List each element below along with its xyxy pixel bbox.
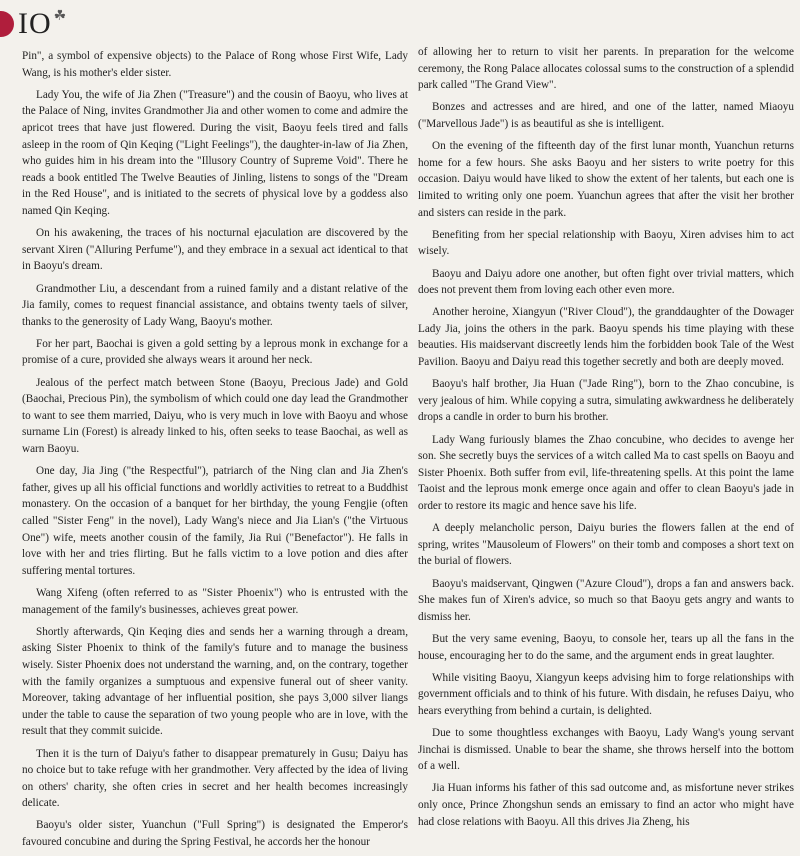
left-column [22,48,408,856]
paragraph: Baoyu's older sister, Yuanchun ("Full Spring") is designated the Emperor's favoured concubine and during the Spring Festival, he accords her the honour [22,819,408,849]
paragraph: Jia Huan informs his father of this sad outcome and, as misfortune never strikes only once, Prince Zhongshun sends an emissary to find an actor who might have had close relations with Baoyu. All this drives Jia Zheng, his [418,782,794,828]
paragraph: Lady You, the wife of Jia Zhen ("Treasure") and the cousin of Baoyu, who lives at the Palace of Ning, invites Grandmother Jia and other women to come and admire the apricot trees that have just flowered. During the visit, Baoyu feels tired and falls asleep in the room of Qin Keqing ("Light Feelings"), the daughter-in-law of Jia Zhen, who guides him in his dream into the "Illusory Country of Supreme Void". There he reads a book entitled The Twelve Beauties of Jinling, listens to songs of the "Dream in the Red House", and is initiated to the secrets of physical love by a goddess also named Qin Keqing. [22,88,408,217]
paragraph: A deeply melancholic person, Daiyu buries the flowers fallen at the end of spring, writes "Mausoleum of Flowers" on their tomb and composes a short text on the burial of flowers. [418,522,794,568]
paragraph: Then it is the turn of Daiyu's father to disappear prematurely in Gusu; Daiyu has no choice but to take refuge with her grandmother. Very affected by the idea of living on others' charity, she often cries in secret and her health becomes increasingly delicate. [22,747,408,810]
page-marker-icon [0,11,14,37]
paragraph: Baoyu and Daiyu adore one another, but often fight over trivial matters, which does not prevent them from loving each other even more. [418,267,794,297]
ornament-icon: ☘ [53,9,68,24]
paragraph: Wang Xifeng (often referred to as "Sister Phoenix") who is entrusted with the management of the family's businesses, achieves great power. [22,586,408,616]
paragraph: Another heroine, Xiangyun ("River Cloud"), the granddaughter of the Dowager Lady Jia, joins the others in the park. Baoyu spends his time playing with these beauties. His maidservant discreetly lends him the forbidden book Tale of the West Pavilion. Baoyu and Daiyu read this together secretly and both are deeply moved. [418,306,794,369]
page-number [0,4,67,44]
paragraph: One day, Jia Jing ("the Respectful"), patriarch of the Ning clan and Jia Zhen's father, gives up all his official functions and worldly activities to retreat to a Buddhist monastery. On the occasion of a banquet for her birthday, the young Fengjie (often called "Sister Feng" in the novel), Lady Wang's niece and Jia Lian's ("the Virtuous One") wife, meets another cousin of the family, Jia Rui ("Benefactor"). He falls in love with her and tries flirting. But he falls victim to a love potion and dies after suffering mental tortures. [22,465,408,577]
paragraph: Baoyu's maidservant, Qingwen ("Azure Cloud"), drops a fan and answers back. She makes fun of Xiren's advice, so much so that Baoyu gets angry and wants to dismiss her. [418,577,794,623]
paragraph: On the evening of the fifteenth day of the first lunar month, Yuanchun returns home for a few hours. She asks Baoyu and her sisters to write poetry for this occasion. Daiyu would have liked to show the extent of her talents, but each one is limited to writing only one poem. Yuanchun agrees that after the visit her brother and sisters can reside in the park. [418,140,794,219]
paragraph: On his awakening, the traces of his nocturnal ejaculation are discovered by the servant Xiren ("Alluring Perfume"), and they embrace in a sexual act identical to that in Baoyu's dream. [22,227,408,273]
paragraph: For her part, Baochai is given a gold setting by a leprous monk in exchange for a promise of a cure, provided she always wears it around her neck. [22,337,408,367]
paragraph: Benefiting from her special relationship with Baoyu, Xiren advises him to act wisely. [418,228,794,258]
page-number-text: IO [18,7,52,40]
paragraph: Due to some thoughtless exchanges with Baoyu, Lady Wang's young servant Jinchai is dismissed. Unable to bear the shame, she throws herself into the bottom of a well. [418,727,794,773]
paragraph: Jealous of the perfect match between Stone (Baoyu, Precious Jade) and Gold (Baochai, Precious Pin), the symbolism of which could one day lead the Grandmother to want to see them married, Daiyu, who is very much in love with Baoyu and whose surname Lin (Forest) is already linked to his, often seeks to tease Baochai, as well as warn Baoyu. [22,376,408,456]
paragraph: of allowing her to return to visit her parents. In preparation for the welcome ceremony, the Rong Palace allocates colossal sums to the construction of a splendid park called "The Grand View". [418,46,794,92]
paragraph: Shortly afterwards, Qin Keqing dies and sends her a warning through a dream, asking Sister Phoenix to think of the family's future and to manage the business wisely. Sister Phoenix does not understand the warning, and, on the contrary, together with the family organizes a sumptuous and expensive funeral out of sheer vanity. Moreover, taking advantage of her influential position, she pays 3,000 silver liangs under the table to cause the separation of two young people who are in love, with the result that they commit suicide. [22,625,408,738]
paragraph: While visiting Baoyu, Xiangyun keeps advising him to forge relationships with government officials and to think of his future. With disdain, he refuses Daiyu, who hears everything from behind a curtain, is delighted. [418,671,794,717]
right-column [418,44,794,836]
paragraph: Baoyu's half brother, Jia Huan ("Jade Ring"), born to the Zhao concubine, is very jealous of him. While copying a sutra, simulating awkwardness he deliberately drops a candle in order to burn his brother. [418,378,794,424]
paragraph: Pin", a symbol of expensive objects) to the Palace of Rong whose First Wife, Lady Wang, is his mother's elder sister. [22,50,408,79]
paragraph: Lady Wang furiously blames the Zhao concubine, who decides to avenge her son. She secretly buys the services of a witch called Ma to cast spells on Baoyu and Sister Phoenix. Both suffer from evil, life-threatening spells. At this point the lame Taoist and the leprous monk emerge once again and offer to clean Baoyu's jade in order to restore its magic and hence save his life. [418,433,794,512]
paragraph: But the very same evening, Baoyu, to console her, tears up all the fans in the house, encouraging her to do the same, and the argument ends in great laughter. [418,632,794,662]
paragraph: Bonzes and actresses and are hired, and one of the latter, named Miaoyu ("Marvellous Jade") is as beautiful as she is intelligent. [418,101,794,130]
paragraph: Grandmother Liu, a descendant from a ruined family and a distant relative of the Jia family, comes to request financial assistance, and obtains twenty taels of silver, thanks to the generosity of Lady Wang, Baoyu's mother. [22,282,408,328]
